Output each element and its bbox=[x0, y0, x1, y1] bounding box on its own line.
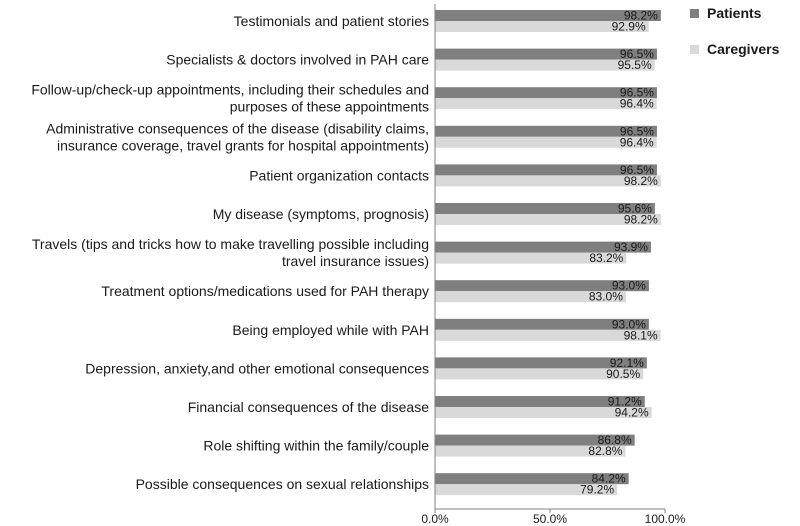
value-label: 98.2% bbox=[623, 173, 658, 188]
category-label: Administrative consequences of the disease (disability claims, bbox=[46, 120, 429, 137]
value-label: 95.5% bbox=[617, 58, 652, 73]
value-labels bbox=[580, 9, 658, 497]
x-tick-label: 50.0% bbox=[532, 512, 568, 526]
category-label: travel insurance issues) bbox=[281, 253, 429, 270]
category-label: insurance coverage, travel grants for hospital appointments) bbox=[57, 137, 429, 154]
value-label: 86.8% bbox=[597, 433, 632, 448]
category-label: Treatment options/medications used for PAH therapy bbox=[101, 283, 429, 300]
category-labels bbox=[31, 13, 429, 492]
category-label: Follow-up/check-up appointments, including their schedules and bbox=[31, 81, 429, 98]
category-label: purposes of these appointments bbox=[229, 98, 429, 115]
category-label: My disease (symptoms, prognosis) bbox=[212, 206, 429, 222]
value-label: 98.2% bbox=[623, 8, 658, 23]
value-label: 92.1% bbox=[609, 355, 644, 370]
value-label: 96.4% bbox=[619, 135, 654, 150]
value-label: 94.2% bbox=[614, 405, 649, 420]
legend-label-patients: Patients bbox=[707, 5, 762, 21]
value-label: 79.2% bbox=[580, 482, 615, 497]
value-label: 82.8% bbox=[588, 444, 623, 459]
category-label: Possible consequences on sexual relationships bbox=[135, 476, 429, 493]
value-label: 93.9% bbox=[613, 240, 648, 255]
value-label: 83.0% bbox=[588, 289, 623, 304]
value-label: 91.2% bbox=[607, 394, 642, 409]
legend-swatch-caregivers bbox=[690, 45, 699, 54]
value-label: 84.2% bbox=[591, 471, 626, 486]
value-label: 98.1% bbox=[623, 328, 658, 343]
value-label: 93.0% bbox=[611, 317, 646, 332]
value-label: 93.0% bbox=[611, 278, 646, 293]
value-label: 98.2% bbox=[623, 212, 658, 227]
category-label: Depression, anxiety,and other emotional consequences bbox=[85, 360, 429, 377]
category-label: Specialists & doctors involved in PAH care bbox=[166, 51, 429, 68]
legend-swatch-patients bbox=[690, 9, 699, 18]
legend-label-caregivers: Caregivers bbox=[707, 41, 780, 57]
value-label: 96.5% bbox=[619, 162, 654, 177]
category-label: Role shifting within the family/couple bbox=[203, 437, 429, 454]
category-label: Travels (tips and tricks how to make travelling possible including bbox=[31, 236, 429, 253]
category-label: Being employed while with PAH bbox=[232, 321, 429, 338]
value-label: 96.5% bbox=[619, 85, 654, 100]
legend bbox=[690, 5, 780, 57]
category-label: Testimonials and patient stories bbox=[233, 13, 429, 29]
x-tick-label: 100.0% bbox=[644, 512, 686, 526]
value-label: 90.5% bbox=[606, 366, 641, 381]
category-label: Financial consequences of the disease bbox=[187, 399, 429, 415]
value-label: 92.9% bbox=[611, 19, 646, 34]
value-label: 95.6% bbox=[617, 201, 652, 216]
category-label: Patient organization contacts bbox=[249, 167, 429, 184]
value-label: 96.4% bbox=[619, 96, 654, 111]
value-label: 83.2% bbox=[589, 251, 624, 266]
value-label: 96.5% bbox=[619, 124, 654, 139]
value-label: 96.5% bbox=[619, 47, 654, 62]
x-tick-label: 0.0% bbox=[421, 512, 449, 526]
